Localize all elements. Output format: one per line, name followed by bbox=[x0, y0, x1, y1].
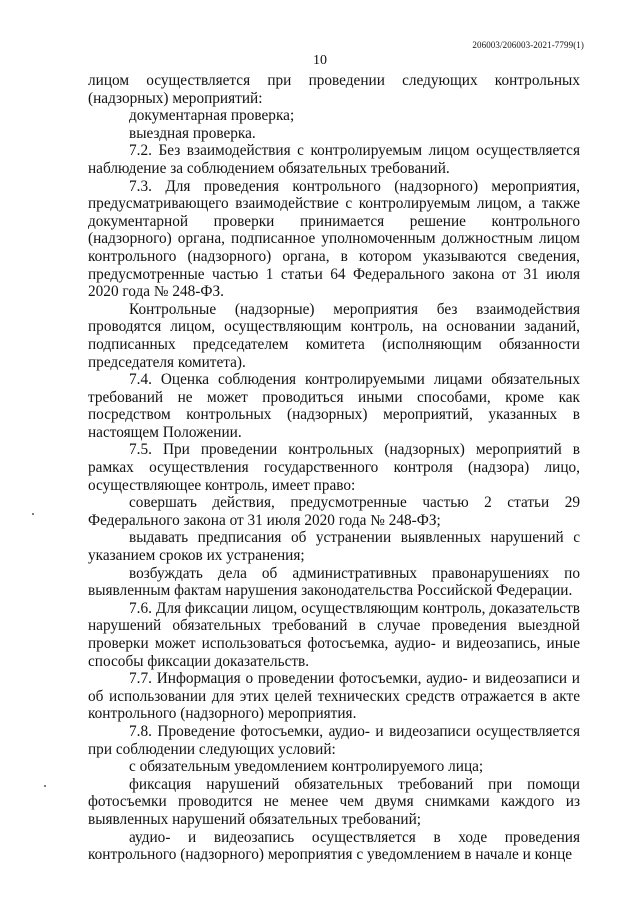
paragraph: 7.8. Проведение фотосъемки, аудио- и видеозаписи осуществляется при соблюдении следующих условий: bbox=[88, 722, 580, 758]
paragraph: 7.7. Информация о проведении фотосъемки, аудио- и видеозаписи и об использовании для этих целей технических средств отражается в акте контрольного (надзорного) мероприятия. bbox=[88, 670, 580, 723]
scan-speck bbox=[32, 513, 34, 515]
paragraph: лицом осуществляется при проведении следующих контрольных (надзорных) мероприятий: bbox=[88, 72, 580, 107]
paragraph: 7.3. Для проведения контрольного (надзорного) мероприятия, предусматривающего взаимодействие с контролируемым лицом, а также документарной проверки принимается решение контрольного (надзорного) органа, подписанное уполномоченным должностным лицом контрольного (надзорного) органа, в котором указываются сведения, предусмотренные частью 1 статьи 64 Федерального закона от 31 июля 2020 года № 248-ФЗ. bbox=[88, 177, 580, 301]
page-number: 10 bbox=[313, 53, 327, 68]
paragraph: выездная проверка. bbox=[129, 124, 256, 142]
paragraph: 7.5. При проведении контрольных (надзорных) мероприятий в рамках осуществления государственного контроля (надзора) лицо, осуществляющее контроль, имеет право: bbox=[88, 441, 580, 494]
document-id: 206003/206003-2021-7799(1) bbox=[472, 40, 584, 50]
paragraph: 7.2. Без взаимодействия с контролируемым лицом осуществляется наблюдение за соблюдением обязательных требований. bbox=[88, 142, 580, 177]
paragraph: документарная проверка; bbox=[129, 107, 295, 125]
paragraph: фиксация нарушений обязательных требований при помощи фотосъемки проводится не менее чем двумя снимками каждого из выявленных нарушений обязательных требований; bbox=[88, 775, 580, 828]
paragraph: совершать действия, предусмотренные частью 2 статьи 29 Федерального закона от 31 июля 2020 года № 248-ФЗ; bbox=[88, 494, 580, 529]
paragraph: Контрольные (надзорные) мероприятия без взаимодействия проводятся лицом, осуществляющим контроль, на основании заданий, подписанных председателем комитета (исполняющим обязанности председателя комитета). bbox=[88, 300, 580, 371]
document-body bbox=[88, 72, 580, 864]
paragraph: аудио- и видеозапись осуществляется в ходе проведения контрольного (надзорного) мероприятия с уведомлением в начале и конце bbox=[88, 828, 580, 864]
paragraph: 7.4. Оценка соблюдения контролируемыми лицами обязательных требований не может проводиться иными способами, кроме как посредством контрольных (надзорных) мероприятий, указанных в настоящем Положении. bbox=[88, 371, 580, 441]
paragraph: 7.6. Для фиксации лицом, осуществляющим контроль, доказательств нарушений обязательных требований в случае проведения выездной проверки может использоваться фотосъемка, аудио- и видеозапись, иные способы фиксации доказательств. bbox=[88, 599, 580, 670]
scan-speck bbox=[44, 785, 46, 787]
paragraph: с обязательным уведомлением контролируемого лица; bbox=[129, 758, 484, 776]
paragraph: возбуждать дела об административных правонарушениях по выявленным фактам нарушения законодательства Российской Федерации. bbox=[88, 564, 580, 600]
paragraph: выдавать предписания об устранении выявленных нарушений с указанием сроков их устранения; bbox=[88, 529, 580, 565]
